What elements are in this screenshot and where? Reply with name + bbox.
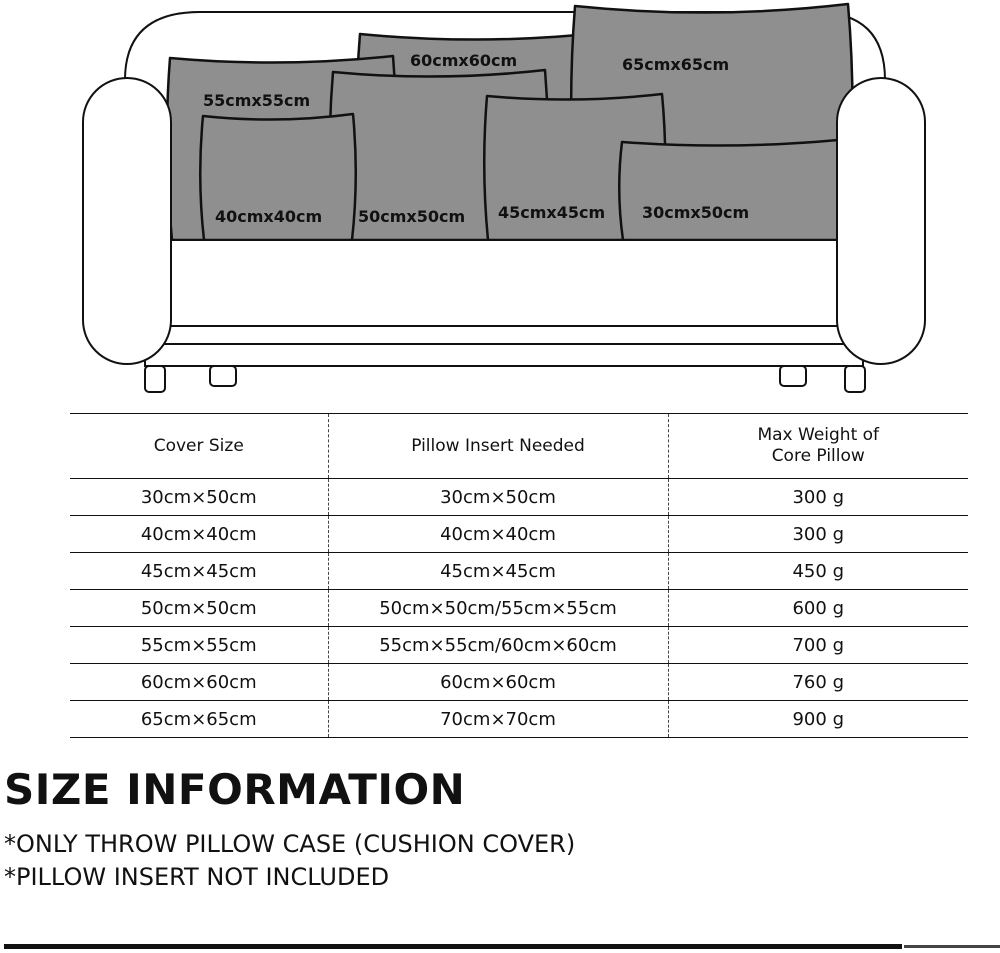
cell-insert-needed: 70cm×70cm: [328, 701, 668, 738]
bottom-divider-end: [904, 945, 1000, 948]
size-table: [70, 413, 968, 738]
cell-max-weight: 300 g: [668, 479, 968, 516]
cell-max-weight: 760 g: [668, 664, 968, 701]
table-row: [70, 479, 968, 516]
pillow-label: 60cmx60cm: [410, 51, 518, 70]
sofa-seat: [170, 240, 838, 326]
cell-cover-size: 50cm×50cm: [70, 590, 328, 627]
sofa-leg: [145, 366, 165, 392]
cell-max-weight: 900 g: [668, 701, 968, 738]
sofa-arm-right: [837, 78, 925, 364]
cell-insert-needed: 45cm×45cm: [328, 553, 668, 590]
pillow-label: 45cmx45cm: [498, 203, 606, 222]
table-row: [70, 553, 968, 590]
pillow-label: 55cmx55cm: [203, 91, 311, 110]
cell-cover-size: 60cm×60cm: [70, 664, 328, 701]
sofa-base: [145, 326, 863, 366]
table-row: [70, 701, 968, 738]
cell-max-weight: 600 g: [668, 590, 968, 627]
pillow-label: 50cmx50cm: [358, 207, 466, 226]
cell-cover-size: 45cm×45cm: [70, 553, 328, 590]
table-row: [70, 590, 968, 627]
note-insert-not-included: *PILLOW INSERT NOT INCLUDED: [4, 863, 390, 891]
cell-cover-size: 55cm×55cm: [70, 627, 328, 664]
cell-insert-needed: 40cm×40cm: [328, 516, 668, 553]
header-max-weight: [668, 414, 968, 479]
header-cover-size: Cover Size: [70, 414, 328, 479]
header-max-weight-line2: Core Pillow: [771, 446, 865, 466]
table-row: [70, 516, 968, 553]
sofa-leg: [780, 366, 806, 386]
table-header-row: [70, 414, 968, 479]
note-cover-only: *ONLY THROW PILLOW CASE (CUSHION COVER): [4, 830, 576, 858]
table-row: [70, 664, 968, 701]
sofa-diagram: [0, 0, 1000, 400]
pillow-label: 30cmx50cm: [642, 203, 750, 222]
sofa-arm-left: [83, 78, 171, 364]
pillow-label: 40cmx40cm: [215, 207, 323, 226]
table-row: [70, 627, 968, 664]
cell-insert-needed: 55cm×55cm/60cm×60cm: [328, 627, 668, 664]
cell-max-weight: 700 g: [668, 627, 968, 664]
sofa-leg: [845, 366, 865, 392]
pillow-30x50: [619, 140, 841, 240]
size-information-title: SIZE INFORMATION: [4, 765, 466, 814]
bottom-divider: [4, 944, 902, 949]
pillow-label: 65cmx65cm: [622, 55, 730, 74]
sofa-leg: [210, 366, 236, 386]
cell-cover-size: 40cm×40cm: [70, 516, 328, 553]
header-max-weight-line1: Max Weight of: [757, 425, 880, 445]
cell-max-weight: 300 g: [668, 516, 968, 553]
cell-insert-needed: 60cm×60cm: [328, 664, 668, 701]
cell-insert-needed: 30cm×50cm: [328, 479, 668, 516]
cell-max-weight: 450 g: [668, 553, 968, 590]
header-insert-needed: Pillow Insert Needed: [328, 414, 668, 479]
cell-cover-size: 65cm×65cm: [70, 701, 328, 738]
cell-insert-needed: 50cm×50cm/55cm×55cm: [328, 590, 668, 627]
cell-cover-size: 30cm×50cm: [70, 479, 328, 516]
